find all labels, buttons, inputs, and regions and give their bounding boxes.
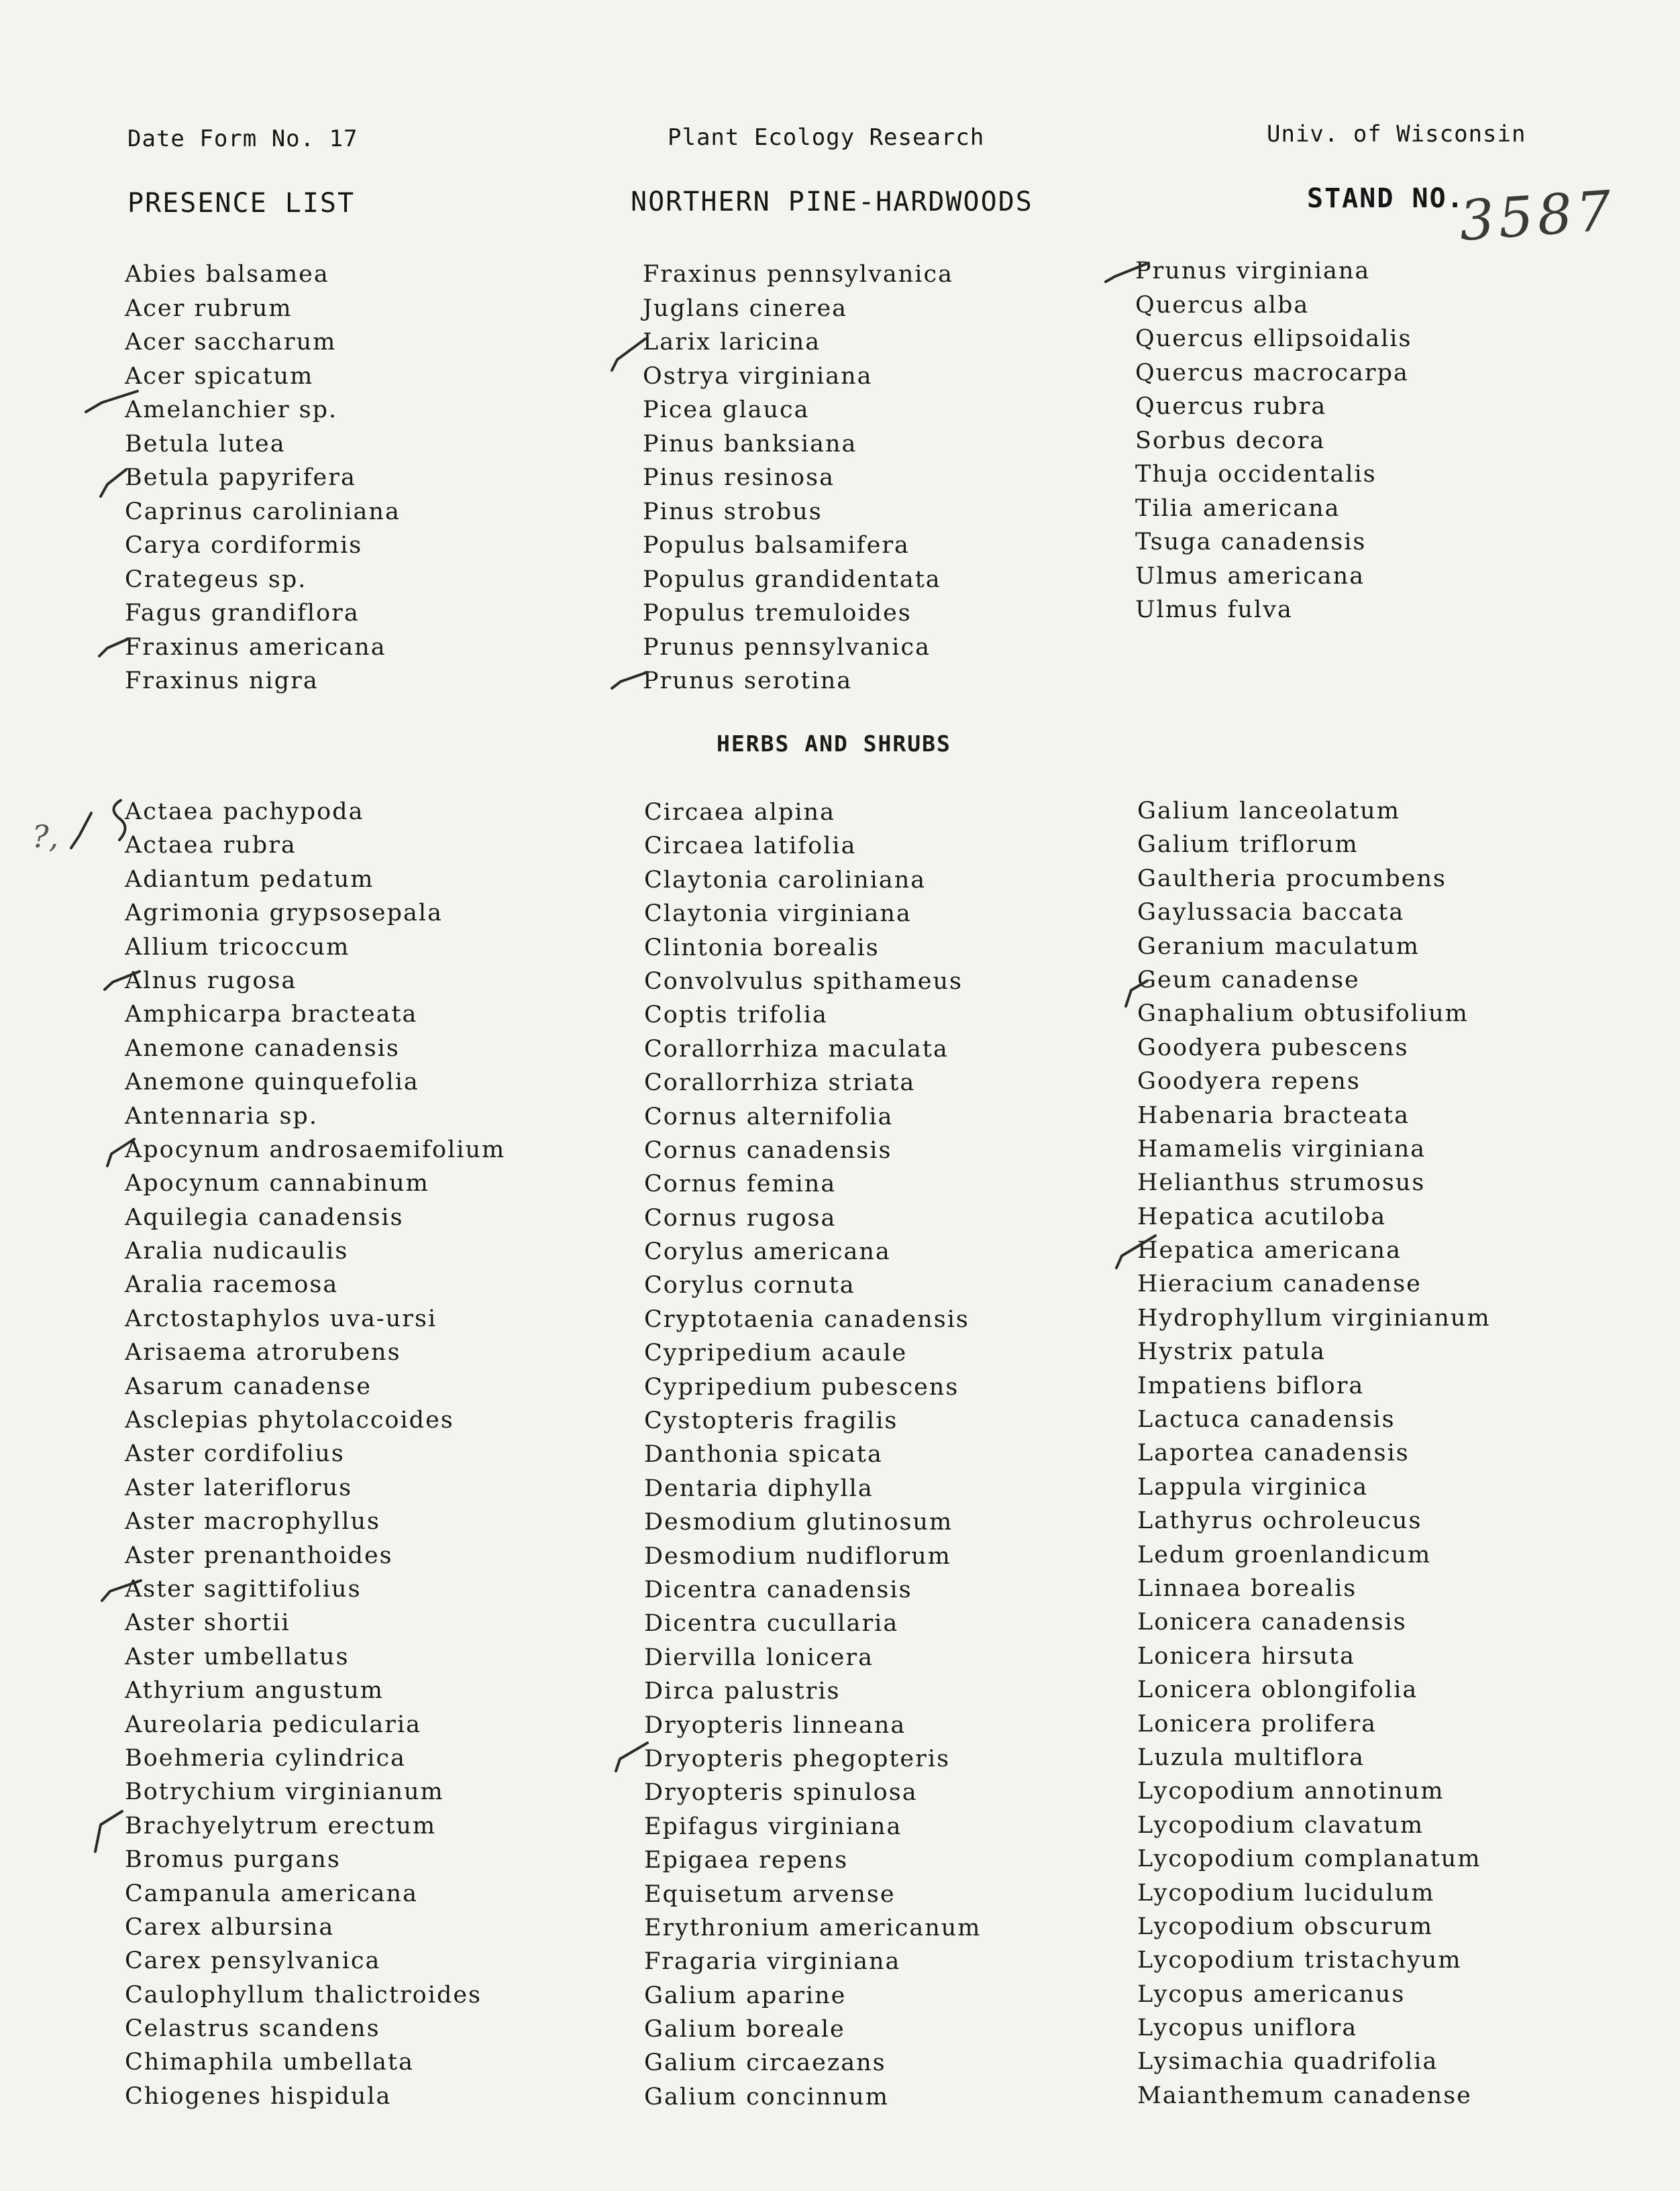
species-herbs.col3-item: Linnaea borealis bbox=[1137, 1574, 1357, 1602]
species-herbs.col2-item: Cornus alternifolia bbox=[644, 1103, 894, 1130]
species-herbs.col2-item: Dryopteris linneana bbox=[644, 1711, 906, 1739]
species-herbs.col1-item: Aralia nudicaulis bbox=[125, 1238, 349, 1265]
species-herbs.col2-item: Dryopteris phegopteris bbox=[644, 1745, 951, 1772]
species-herbs.col1-item: Asarum canadense bbox=[125, 1373, 372, 1400]
species-herbs.col3-item: Lycopodium lucidulum bbox=[1137, 1879, 1435, 1907]
species-herbs.col1-item: Aster macrophyllus bbox=[125, 1508, 380, 1536]
species-herbs.col2-item: Galium circaezans bbox=[644, 2049, 886, 2077]
species-herbs.col3-item: Lonicera hirsuta bbox=[1137, 1642, 1355, 1670]
species-herbs.col2-item: Galium concinnum bbox=[644, 2083, 889, 2110]
species-herbs.col2-item: Cornus canadensis bbox=[644, 1136, 892, 1164]
species-herbs.col3-item: Lycopodium complanatum bbox=[1137, 1846, 1481, 1873]
species-herbs.col2-item: Fragaria virginiana bbox=[644, 1948, 901, 1976]
species-herbs.col1-item: Athyrium angustum bbox=[125, 1677, 384, 1705]
herbs-section-title: HERBS AND SHRUBS bbox=[717, 731, 951, 757]
species-herbs.col2-item: Corylus cornuta bbox=[644, 1272, 855, 1299]
species-herbs.col2-item: Desmodium nudiflorum bbox=[644, 1542, 951, 1570]
species-herbs.col1-item: Botrychium virginianum bbox=[125, 1778, 444, 1806]
species-trees.col1-item: Abies balsamea bbox=[125, 261, 329, 288]
trees-column-3 bbox=[1135, 254, 1645, 627]
species-herbs.col3-item: Lathyrus ochroleucus bbox=[1137, 1507, 1422, 1535]
species-herbs.col3-item: Lycopodium tristachyum bbox=[1137, 1947, 1462, 1974]
species-herbs.col2-item: Cypripedium acaule bbox=[644, 1340, 908, 1367]
species-herbs.col1-item: Aquilegia canadensis bbox=[125, 1204, 404, 1231]
species-herbs.col1-item: Aster umbellatus bbox=[125, 1643, 350, 1670]
community-title: NORTHERN PINE-HARDWOODS bbox=[631, 186, 1033, 217]
species-trees.col3-item: Ulmus fulva bbox=[1135, 596, 1293, 623]
species-herbs.col3-item: Hydrophyllum virginianum bbox=[1137, 1304, 1491, 1332]
species-herbs.col1-item: Carex pensylvanica bbox=[125, 1947, 381, 1975]
species-herbs.col3-item: Impatiens biflora bbox=[1137, 1372, 1365, 1399]
check-mark-betula-papyrifera bbox=[101, 470, 126, 496]
species-trees.col1-item: Crategeus sp. bbox=[125, 566, 307, 593]
species-herbs.col3-item: Hepatica acutiloba bbox=[1137, 1203, 1387, 1230]
species-herbs.col2-item: Danthonia spicata bbox=[644, 1441, 883, 1468]
species-herbs.col1-item: Anemone quinquefolia bbox=[125, 1069, 419, 1096]
species-herbs.col2-item: Corallorrhiza maculata bbox=[644, 1035, 949, 1063]
species-herbs.col2-item: Epigaea repens bbox=[644, 1847, 849, 1874]
species-trees.col3-item: Quercus alba bbox=[1135, 291, 1310, 319]
form-number: Date Form No. 17 bbox=[127, 125, 358, 152]
species-herbs.col1-item: Apocynum cannabinum bbox=[125, 1170, 429, 1197]
species-trees.col2-item: Juglans cinerea bbox=[643, 295, 848, 322]
herbs-column-2 bbox=[644, 796, 1154, 2114]
trees-column-2 bbox=[643, 258, 1153, 698]
species-herbs.col2-item: Dicentra canadensis bbox=[644, 1576, 912, 1603]
species-trees.col2-item: Pinus resinosa bbox=[643, 464, 835, 491]
species-herbs.col1-item: Antennaria sp. bbox=[125, 1102, 318, 1130]
species-herbs.col3-item: Lactuca canadensis bbox=[1137, 1406, 1396, 1434]
species-herbs.col1-item: Chiogenes hispidula bbox=[125, 2082, 392, 2110]
species-herbs.col3-item: Gaultheria procumbens bbox=[1137, 865, 1447, 892]
herbs-column-3 bbox=[1137, 794, 1647, 2113]
species-herbs.col1-item: Celastrus scandens bbox=[125, 2015, 380, 2043]
species-trees.col1-item: Fraxinus nigra bbox=[125, 667, 319, 694]
species-trees.col3-item: Quercus macrocarpa bbox=[1135, 359, 1409, 386]
species-herbs.col2-item: Convolvulus spithameus bbox=[644, 967, 963, 995]
species-herbs.col1-item: Agrimonia grypsosepala bbox=[125, 900, 443, 927]
species-herbs.col3-item: Lycopus uniflora bbox=[1137, 2015, 1358, 2042]
species-herbs.col1-item: Aster sagittifolius bbox=[125, 1575, 362, 1603]
species-herbs.col2-item: Clintonia borealis bbox=[644, 934, 880, 961]
species-herbs.col1-item: Allium tricoccum bbox=[125, 933, 350, 961]
university: Univ. of Wisconsin bbox=[1267, 121, 1526, 148]
species-herbs.col3-item: Hepatica americana bbox=[1137, 1237, 1402, 1265]
species-herbs.col3-item: Helianthus strumosus bbox=[1137, 1169, 1426, 1197]
species-herbs.col2-item: Desmodium glutinosum bbox=[644, 1509, 953, 1536]
species-trees.col2-item: Populus tremuloides bbox=[643, 600, 912, 627]
species-herbs.col2-item: Dirca palustris bbox=[644, 1678, 841, 1705]
species-herbs.col1-item: Carex albursina bbox=[125, 1913, 335, 1941]
species-herbs.col3-item: Gnaphalium obtusifolium bbox=[1137, 1000, 1469, 1028]
species-trees.col2-item: Populus balsamifera bbox=[643, 532, 910, 559]
species-herbs.col1-item: Actaea pachypoda bbox=[125, 798, 364, 825]
species-herbs.col3-item: Lycopodium obscurum bbox=[1137, 1913, 1434, 1940]
species-herbs.col2-item: Claytonia virginiana bbox=[644, 900, 912, 928]
species-trees.col1-item: Carya cordiformis bbox=[125, 532, 363, 559]
species-herbs.col3-item: Geranium maculatum bbox=[1137, 932, 1420, 960]
species-herbs.col3-item: Lycopodium clavatum bbox=[1137, 1811, 1424, 1839]
species-herbs.col1-item: Arctostaphylos uva-ursi bbox=[125, 1305, 437, 1332]
species-trees.col1-item: Fraxinus americana bbox=[125, 633, 386, 661]
species-herbs.col1-item: Brachyelytrum erectum bbox=[125, 1812, 437, 1839]
species-herbs.col1-item: Aralia racemosa bbox=[125, 1271, 339, 1299]
species-herbs.col2-item: Cornus rugosa bbox=[644, 1204, 837, 1232]
species-herbs.col3-item: Goodyera pubescens bbox=[1137, 1034, 1409, 1061]
species-herbs.col1-item: Anemone canadensis bbox=[125, 1034, 400, 1062]
species-trees.col1-item: Betula papyrifera bbox=[125, 464, 356, 491]
species-trees.col3-item: Thuja occidentalis bbox=[1135, 461, 1377, 488]
species-herbs.col3-item: Habenaria bracteata bbox=[1137, 1102, 1410, 1129]
species-trees.col1-item: Fagus grandiflora bbox=[125, 600, 360, 627]
species-herbs.col2-item: Dentaria diphylla bbox=[644, 1475, 874, 1502]
species-trees.col3-item: Prunus virginiana bbox=[1135, 258, 1371, 284]
species-trees.col2-item: Pinus strobus bbox=[643, 498, 823, 525]
species-trees.col1-item: Acer saccharum bbox=[125, 329, 337, 356]
species-herbs.col3-item: Hamamelis virginiana bbox=[1137, 1135, 1426, 1163]
species-herbs.col1-item: Aster cordifolius bbox=[125, 1440, 345, 1468]
species-herbs.col2-item: Equisetum arvense bbox=[644, 1880, 896, 1908]
species-trees.col1-item: Caprinus caroliniana bbox=[125, 498, 401, 525]
species-herbs.col1-item: Aster shortii bbox=[125, 1609, 291, 1637]
species-herbs.col3-item: Galium triflorum bbox=[1137, 831, 1359, 859]
species-herbs.col1-item: Aster prenanthoides bbox=[125, 1542, 393, 1569]
species-herbs.col2-item: Erythronium americanum bbox=[644, 1914, 982, 1941]
species-trees.col2-item: Prunus pennsylvanica bbox=[643, 633, 931, 661]
species-trees.col3-item: Tilia americana bbox=[1135, 494, 1341, 522]
species-herbs.col3-item: Lonicera canadensis bbox=[1137, 1609, 1407, 1636]
species-trees.col2-item: Fraxinus pennsylvanica bbox=[643, 261, 953, 288]
species-trees.col2-item: Picea glauca bbox=[643, 396, 810, 423]
species-herbs.col2-item: Corallorrhiza striata bbox=[644, 1069, 916, 1097]
species-herbs.col2-item: Corylus americana bbox=[644, 1238, 891, 1266]
species-herbs.col2-item: Dicentra cucullaria bbox=[644, 1610, 899, 1638]
stand-label: STAND NO. bbox=[1307, 183, 1465, 214]
species-trees.col3-item: Quercus rubra bbox=[1135, 393, 1327, 420]
species-herbs.col3-item: Luzula multiflora bbox=[1137, 1744, 1365, 1771]
species-herbs.col1-item: Boehmeria cylindrica bbox=[125, 1744, 406, 1772]
species-herbs.col3-item: Hystrix patula bbox=[1137, 1338, 1326, 1366]
species-herbs.col1-item: Actaea rubra bbox=[125, 832, 297, 859]
organization: Plant Ecology Research bbox=[668, 124, 985, 151]
species-herbs.col3-item: Goodyera repens bbox=[1137, 1068, 1361, 1096]
species-trees.col2-item: Ostrya virginiana bbox=[643, 362, 873, 390]
species-herbs.col1-item: Campanula americana bbox=[125, 1880, 418, 1907]
species-herbs.col2-item: Circaea alpina bbox=[644, 799, 835, 826]
species-herbs.col2-item: Galium boreale bbox=[644, 2016, 845, 2043]
species-herbs.col3-item: Lappula virginica bbox=[1137, 1473, 1369, 1501]
species-herbs.col2-item: Dryopteris spinulosa bbox=[644, 1779, 918, 1807]
species-trees.col1-item: Acer rubrum bbox=[125, 295, 293, 322]
species-trees.col2-item: Larix laricina bbox=[643, 329, 821, 356]
species-herbs.col3-item: Geum canadense bbox=[1137, 966, 1360, 994]
species-trees.col3-item: Tsuga canadensis bbox=[1135, 529, 1367, 555]
species-trees.col1-item: Acer spicatum bbox=[125, 362, 314, 390]
species-herbs.col2-item: Claytonia caroliniana bbox=[644, 866, 927, 894]
species-trees.col2-item: Prunus serotina bbox=[643, 667, 853, 694]
species-herbs.col2-item: Coptis trifolia bbox=[644, 1002, 828, 1029]
species-herbs.col1-item: Asclepias phytolaccoides bbox=[125, 1407, 454, 1434]
species-herbs.col3-item: Hieracium canadense bbox=[1137, 1271, 1422, 1298]
margin-question-note: ?, bbox=[32, 818, 59, 855]
species-trees.col1-item: Betula lutea bbox=[125, 430, 286, 458]
species-herbs.col1-item: Aster lateriflorus bbox=[125, 1474, 353, 1501]
stand-number-handwritten: 3587 bbox=[1457, 178, 1618, 254]
species-herbs.col1-item: Chimaphila umbellata bbox=[125, 2049, 414, 2076]
species-herbs.col3-item: Lonicera oblongifolia bbox=[1137, 1676, 1418, 1704]
species-trees.col3-item: Ulmus americana bbox=[1135, 562, 1365, 590]
species-herbs.col2-item: Circaea latifolia bbox=[644, 833, 857, 860]
species-herbs.col3-item: Maianthemum canadense bbox=[1137, 2082, 1472, 2109]
species-herbs.col2-item: Cypripedium pubescens bbox=[644, 1373, 959, 1401]
trees-column-1 bbox=[125, 258, 635, 698]
species-herbs.col2-item: Epifagus virginiana bbox=[644, 1813, 902, 1840]
herbs-column-1 bbox=[125, 795, 635, 2113]
species-herbs.col1-item: Arisaema atrorubens bbox=[125, 1339, 401, 1367]
species-herbs.col1-item: Amphicarpa bracteata bbox=[125, 1001, 418, 1028]
species-trees.col1-item: Amelanchier sp. bbox=[125, 396, 338, 423]
list-title: PRESENCE LIST bbox=[127, 188, 356, 219]
species-herbs.col1-item: Apocynum androsaemifolium bbox=[125, 1136, 506, 1163]
species-herbs.col1-item: Caulophyllum thalictroides bbox=[125, 1981, 482, 2009]
species-herbs.col2-item: Cystopteris fragilis bbox=[644, 1407, 898, 1435]
species-herbs.col3-item: Ledum groenlandicum bbox=[1137, 1541, 1432, 1568]
species-herbs.col2-item: Galium aparine bbox=[644, 1982, 847, 2009]
species-trees.col3-item: Sorbus decora bbox=[1135, 427, 1326, 454]
species-herbs.col2-item: Diervilla lonicera bbox=[644, 1644, 874, 1671]
species-herbs.col3-item: Gaylussacia baccata bbox=[1137, 899, 1405, 926]
species-herbs.col3-item: Lonicera prolifera bbox=[1137, 1710, 1377, 1738]
species-herbs.col3-item: Lycopodium annotinum bbox=[1137, 1778, 1445, 1805]
check-mark-actaea bbox=[71, 800, 125, 848]
species-herbs.col2-item: Cornus femina bbox=[644, 1171, 837, 1198]
species-herbs.col3-item: Lycopus americanus bbox=[1137, 1980, 1406, 2008]
species-trees.col2-item: Pinus banksiana bbox=[643, 430, 857, 458]
species-trees.col3-item: Quercus ellipsoidalis bbox=[1135, 325, 1412, 352]
check-mark-brachyelytrum bbox=[95, 1811, 122, 1852]
species-herbs.col1-item: Bromus purgans bbox=[125, 1846, 341, 1874]
species-herbs.col3-item: Galium lanceolatum bbox=[1137, 798, 1400, 824]
species-herbs.col1-item: Alnus rugosa bbox=[125, 967, 297, 994]
species-herbs.col2-item: Cryptotaenia canadensis bbox=[644, 1305, 969, 1333]
species-herbs.col1-item: Adiantum pedatum bbox=[125, 865, 374, 893]
species-herbs.col3-item: Lysimachia quadrifolia bbox=[1137, 2048, 1438, 2076]
species-trees.col2-item: Populus grandidentata bbox=[643, 566, 941, 593]
species-herbs.col1-item: Aureolaria pedicularia bbox=[125, 1711, 422, 1738]
species-herbs.col3-item: Laportea canadensis bbox=[1137, 1440, 1410, 1467]
